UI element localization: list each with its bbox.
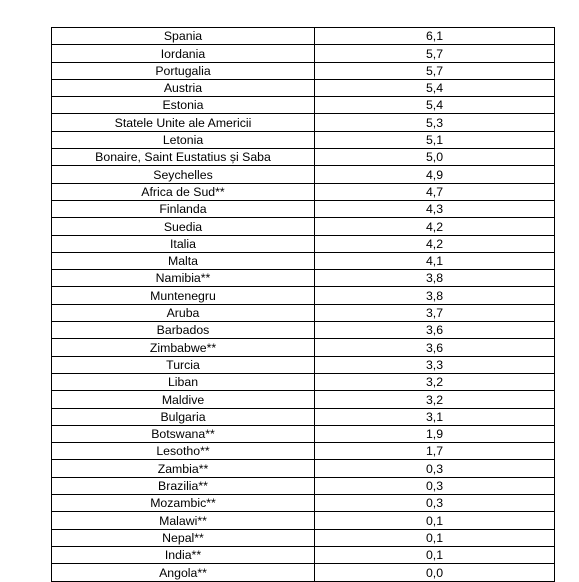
country-cell: Liban	[52, 373, 315, 390]
value-cell: 4,1	[315, 252, 555, 269]
table-row	[52, 304, 555, 321]
table-row	[52, 373, 555, 390]
value-cell: 0,3	[315, 460, 555, 477]
table-row	[52, 425, 555, 442]
value-cell: 5,4	[315, 97, 555, 114]
table-row	[52, 512, 555, 529]
table-row	[52, 200, 555, 217]
table-row	[52, 166, 555, 183]
table-row	[52, 529, 555, 546]
table-row	[52, 235, 555, 252]
country-cell: Africa de Sud**	[52, 183, 315, 200]
value-cell: 0,0	[315, 564, 555, 581]
country-cell: Maldive	[52, 391, 315, 408]
country-cell: Lesotho**	[52, 443, 315, 460]
table-row	[52, 408, 555, 425]
table-row	[52, 218, 555, 235]
value-cell: 3,8	[315, 270, 555, 287]
value-cell: 4,7	[315, 183, 555, 200]
country-cell: Estonia	[52, 97, 315, 114]
country-cell: Muntenegru	[52, 287, 315, 304]
table-row	[52, 546, 555, 563]
value-cell: 4,9	[315, 166, 555, 183]
table-row	[52, 477, 555, 494]
country-cell: India**	[52, 546, 315, 563]
country-cell: Iordania	[52, 45, 315, 62]
value-cell: 6,1	[315, 28, 555, 45]
value-cell: 3,1	[315, 408, 555, 425]
value-cell: 3,2	[315, 373, 555, 390]
country-cell: Bulgaria	[52, 408, 315, 425]
country-cell: Italia	[52, 235, 315, 252]
country-cell: Aruba	[52, 304, 315, 321]
country-cell: Spania	[52, 28, 315, 45]
country-cell: Bonaire, Saint Eustatius și Saba	[52, 149, 315, 166]
country-cell: Austria	[52, 79, 315, 96]
value-cell: 3,6	[315, 322, 555, 339]
value-cell: 1,7	[315, 443, 555, 460]
country-cell: Botswana**	[52, 425, 315, 442]
value-cell: 3,8	[315, 287, 555, 304]
table-row	[52, 356, 555, 373]
value-cell: 4,3	[315, 200, 555, 217]
table-row	[52, 287, 555, 304]
table-row	[52, 270, 555, 287]
table-row	[52, 79, 555, 96]
country-cell: Angola**	[52, 564, 315, 581]
country-cell: Nepal**	[52, 529, 315, 546]
value-cell: 5,4	[315, 79, 555, 96]
value-cell: 5,1	[315, 131, 555, 148]
table-row	[52, 97, 555, 114]
table-row	[52, 460, 555, 477]
country-values-table	[51, 27, 555, 582]
value-cell: 1,9	[315, 425, 555, 442]
value-cell: 0,1	[315, 529, 555, 546]
table-row	[52, 322, 555, 339]
country-cell: Portugalia	[52, 62, 315, 79]
country-cell: Seychelles	[52, 166, 315, 183]
table-row	[52, 183, 555, 200]
table-row	[52, 495, 555, 512]
table-row	[52, 443, 555, 460]
country-cell: Zimbabwe**	[52, 339, 315, 356]
value-cell: 5,3	[315, 114, 555, 131]
value-cell: 3,7	[315, 304, 555, 321]
country-cell: Mozambic**	[52, 495, 315, 512]
table-row	[52, 339, 555, 356]
table-row	[52, 114, 555, 131]
country-cell: Zambia**	[52, 460, 315, 477]
table-row	[52, 62, 555, 79]
country-cell: Letonia	[52, 131, 315, 148]
value-cell: 0,3	[315, 477, 555, 494]
country-cell: Suedia	[52, 218, 315, 235]
country-cell: Malta	[52, 252, 315, 269]
table-row	[52, 252, 555, 269]
value-cell: 3,2	[315, 391, 555, 408]
table-row	[52, 131, 555, 148]
value-cell: 0,1	[315, 512, 555, 529]
country-cell: Barbados	[52, 322, 315, 339]
table-row	[52, 564, 555, 581]
table-row	[52, 149, 555, 166]
value-cell: 0,1	[315, 546, 555, 563]
table-row	[52, 28, 555, 45]
value-cell: 4,2	[315, 235, 555, 252]
value-cell: 0,3	[315, 495, 555, 512]
country-cell: Namibia**	[52, 270, 315, 287]
table-body	[52, 28, 555, 582]
country-cell: Finlanda	[52, 200, 315, 217]
value-cell: 3,6	[315, 339, 555, 356]
table-row	[52, 45, 555, 62]
country-cell: Brazilia**	[52, 477, 315, 494]
value-cell: 4,2	[315, 218, 555, 235]
country-cell: Malawi**	[52, 512, 315, 529]
value-cell: 3,3	[315, 356, 555, 373]
value-cell: 5,7	[315, 62, 555, 79]
value-cell: 5,7	[315, 45, 555, 62]
table-row	[52, 391, 555, 408]
value-cell: 5,0	[315, 149, 555, 166]
country-cell: Statele Unite ale Americii	[52, 114, 315, 131]
country-cell: Turcia	[52, 356, 315, 373]
